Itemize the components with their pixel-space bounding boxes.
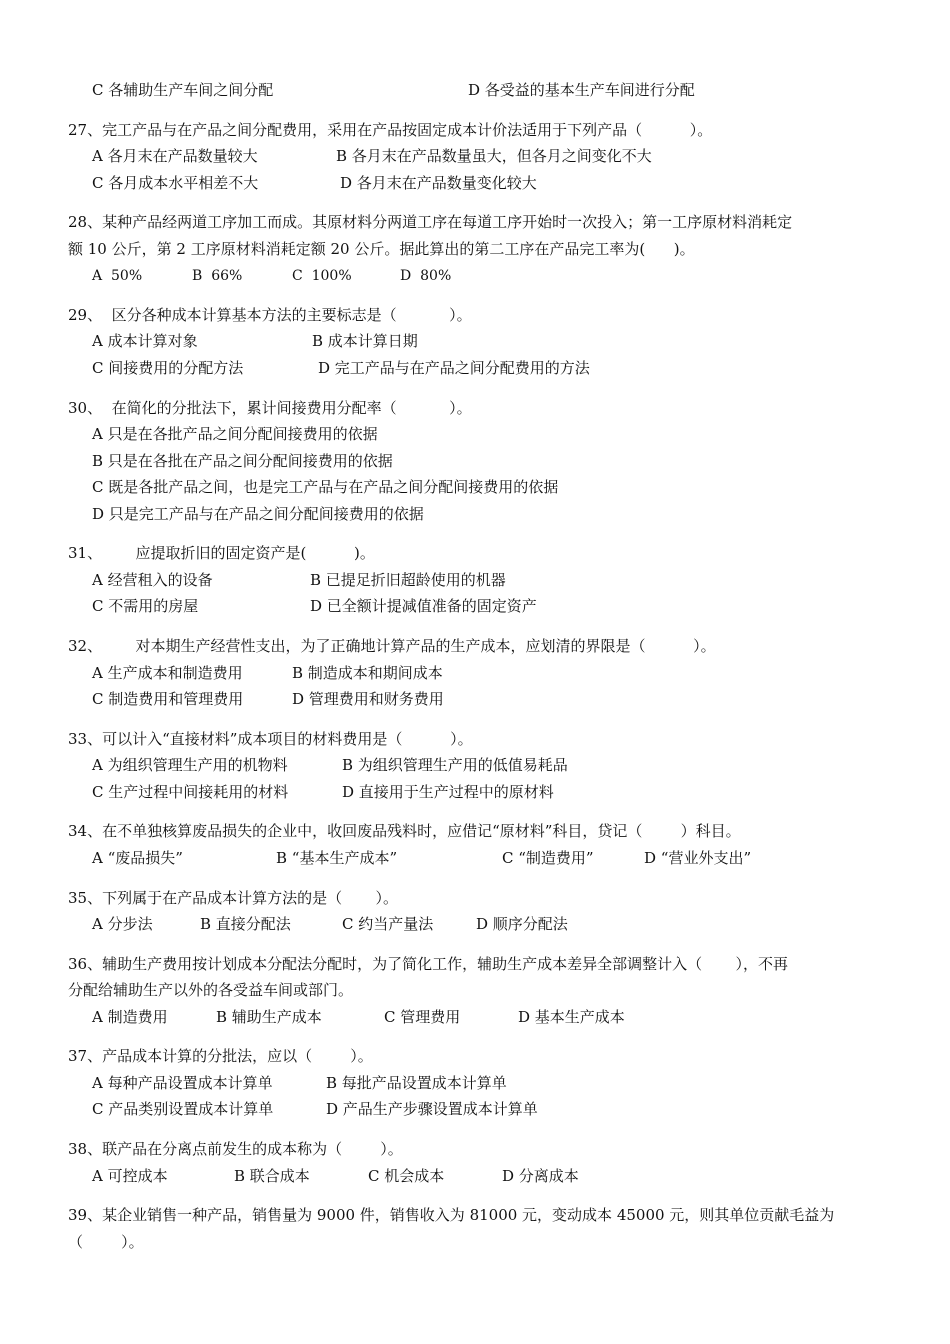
q37-option-c: C 产品类别设置成本计算单 (92, 1100, 274, 1118)
q36-stem-cont: 分配给辅助生产以外的各受益车间或部门。 (68, 981, 354, 999)
q31-option-b: B 已提足折旧超龄使用的机器 (310, 571, 506, 589)
q38-stem: 38、联产品在分离点前发生的成本称为（ ）。 (68, 1140, 403, 1158)
q29-option-b: B 成本计算日期 (312, 332, 418, 350)
q33-option-d: D 直接用于生产过程中的原材料 (342, 783, 554, 801)
q30-stem: 30、 在简化的分批法下，累计间接费用分配率（ ）。 (68, 399, 472, 417)
q31-option-d: D 已全额计提减值准备的固定资产 (310, 597, 537, 615)
q27-option-b: B 各月末在产品数量虽大，但各月之间变化不大 (336, 147, 652, 165)
q28-stem-cont: 额 10 公斤，第 2 工序原材料消耗定额 20 公斤。据此算出的第二工序在产品完工率为( )。 (68, 240, 695, 258)
q27-stem: 27、完工产品与在产品之间分配费用，采用在产品按固定成本计价法适用于下列产品（ ）。 (68, 121, 713, 139)
q36-option-a: A 制造费用 (92, 1008, 168, 1026)
q33-stem: 33、可以计入“直接材料”成本项目的材料费用是（ ）。 (68, 730, 473, 748)
q34-option-c: C “制造费用” (502, 849, 594, 867)
q27-option-d: D 各月末在产品数量变化较大 (340, 174, 537, 192)
q37-option-a: A 每种产品设置成本计算单 (92, 1074, 273, 1092)
q36-option-c: C 管理费用 (384, 1008, 461, 1026)
q39-stem-cont: （ ）。 (68, 1233, 144, 1251)
q27-option-c: C 各月成本水平相差不大 (92, 174, 259, 192)
q35-option-d: D 顺序分配法 (476, 915, 568, 933)
q33-option-c: C 生产过程中间接耗用的材料 (92, 783, 289, 801)
q38-option-d: D 分离成本 (502, 1167, 579, 1185)
q32-option-d: D 管理费用和财务费用 (292, 690, 444, 708)
q34-option-b: B “基本生产成本” (276, 849, 398, 867)
q31-option-c: C 不需用的房屋 (92, 597, 199, 615)
q34-stem: 34、在不单独核算废品损失的企业中，收回废品残料时，应借记“原材料”科目，贷记（ ）科目。 (68, 822, 741, 840)
q29-option-d: D 完工产品与在产品之间分配费用的方法 (318, 359, 590, 377)
q28-stem: 28、某种产品经两道工序加工而成。其原材料分两道工序在每道工序开始时一次投入；第一工序原材料消耗定 (68, 213, 793, 231)
q37-option-b: B 每批产品设置成本计算单 (326, 1074, 507, 1092)
q33-option-b: B 为组织管理生产用的低值易耗品 (342, 756, 568, 774)
q35-option-a: A 分步法 (92, 915, 153, 933)
q37-option-d: D 产品生产步骤设置成本计算单 (326, 1100, 538, 1118)
q26-option-d: D 各受益的基本生产车间进行分配 (468, 81, 695, 99)
q32-option-b: B 制造成本和期间成本 (292, 664, 443, 682)
q28-option-b: B 66% (192, 268, 243, 284)
q33-option-a: A 为组织管理生产用的机物料 (92, 756, 288, 774)
q36-option-d: D 基本生产成本 (518, 1008, 625, 1026)
q37-stem: 37、产品成本计算的分批法，应以（ ）。 (68, 1047, 373, 1065)
q31-option-a: A 经营租入的设备 (92, 571, 213, 589)
q34-option-a: A “废品损失” (92, 849, 183, 867)
q34-option-d: D “营业外支出” (644, 849, 752, 867)
q31-stem: 31、 应提取折旧的固定资产是( )。 (68, 544, 375, 562)
q32-option-a: A 生产成本和制造费用 (92, 664, 243, 682)
q27-option-a: A 各月末在产品数量较大 (92, 147, 258, 165)
q26-option-c: C 各辅助生产车间之间分配 (92, 81, 274, 99)
q35-stem: 35、下列属于在产品成本计算方法的是（ ）。 (68, 889, 398, 907)
q38-option-c: C 机会成本 (368, 1167, 445, 1185)
q28-option-d: D 80% (400, 268, 452, 284)
q35-option-b: B 直接分配法 (200, 915, 291, 933)
q38-option-a: A 可控成本 (92, 1167, 168, 1185)
q30-option-a: A 只是在各批产品之间分配间接费用的依据 (92, 425, 378, 443)
q29-stem: 29、 区分各种成本计算基本方法的主要标志是（ ）。 (68, 306, 472, 324)
q28-option-c: C 100% (292, 268, 352, 284)
q28-option-a: A 50% (92, 268, 143, 284)
q30-option-c: C 既是各批产品之间，也是完工产品与在产品之间分配间接费用的依据 (92, 478, 559, 496)
q32-stem: 32、 对本期生产经营性支出，为了正确地计算产品的生产成本，应划清的界限是（ ）。 (68, 637, 716, 655)
q36-option-b: B 辅助生产成本 (216, 1008, 322, 1026)
q29-option-c: C 间接费用的分配方法 (92, 359, 244, 377)
q30-option-d: D 只是完工产品与在产品之间分配间接费用的依据 (92, 505, 424, 523)
q38-option-b: B 联合成本 (234, 1167, 310, 1185)
q30-option-b: B 只是在各批在产品之间分配间接费用的依据 (92, 452, 393, 470)
q36-stem: 36、辅助生产费用按计划成本分配法分配时，为了简化工作，辅助生产成本差异全部调整计入（ ），不再 (68, 955, 788, 973)
q39-stem: 39、某企业销售一种产品，销售量为 9000 件，销售收入为 81000 元，变动成本 45000 元，则其单位贡献毛益为 (68, 1206, 835, 1224)
q32-option-c: C 制造费用和管理费用 (92, 690, 244, 708)
q35-option-c: C 约当产量法 (342, 915, 434, 933)
q29-option-a: A 成本计算对象 (92, 332, 198, 350)
